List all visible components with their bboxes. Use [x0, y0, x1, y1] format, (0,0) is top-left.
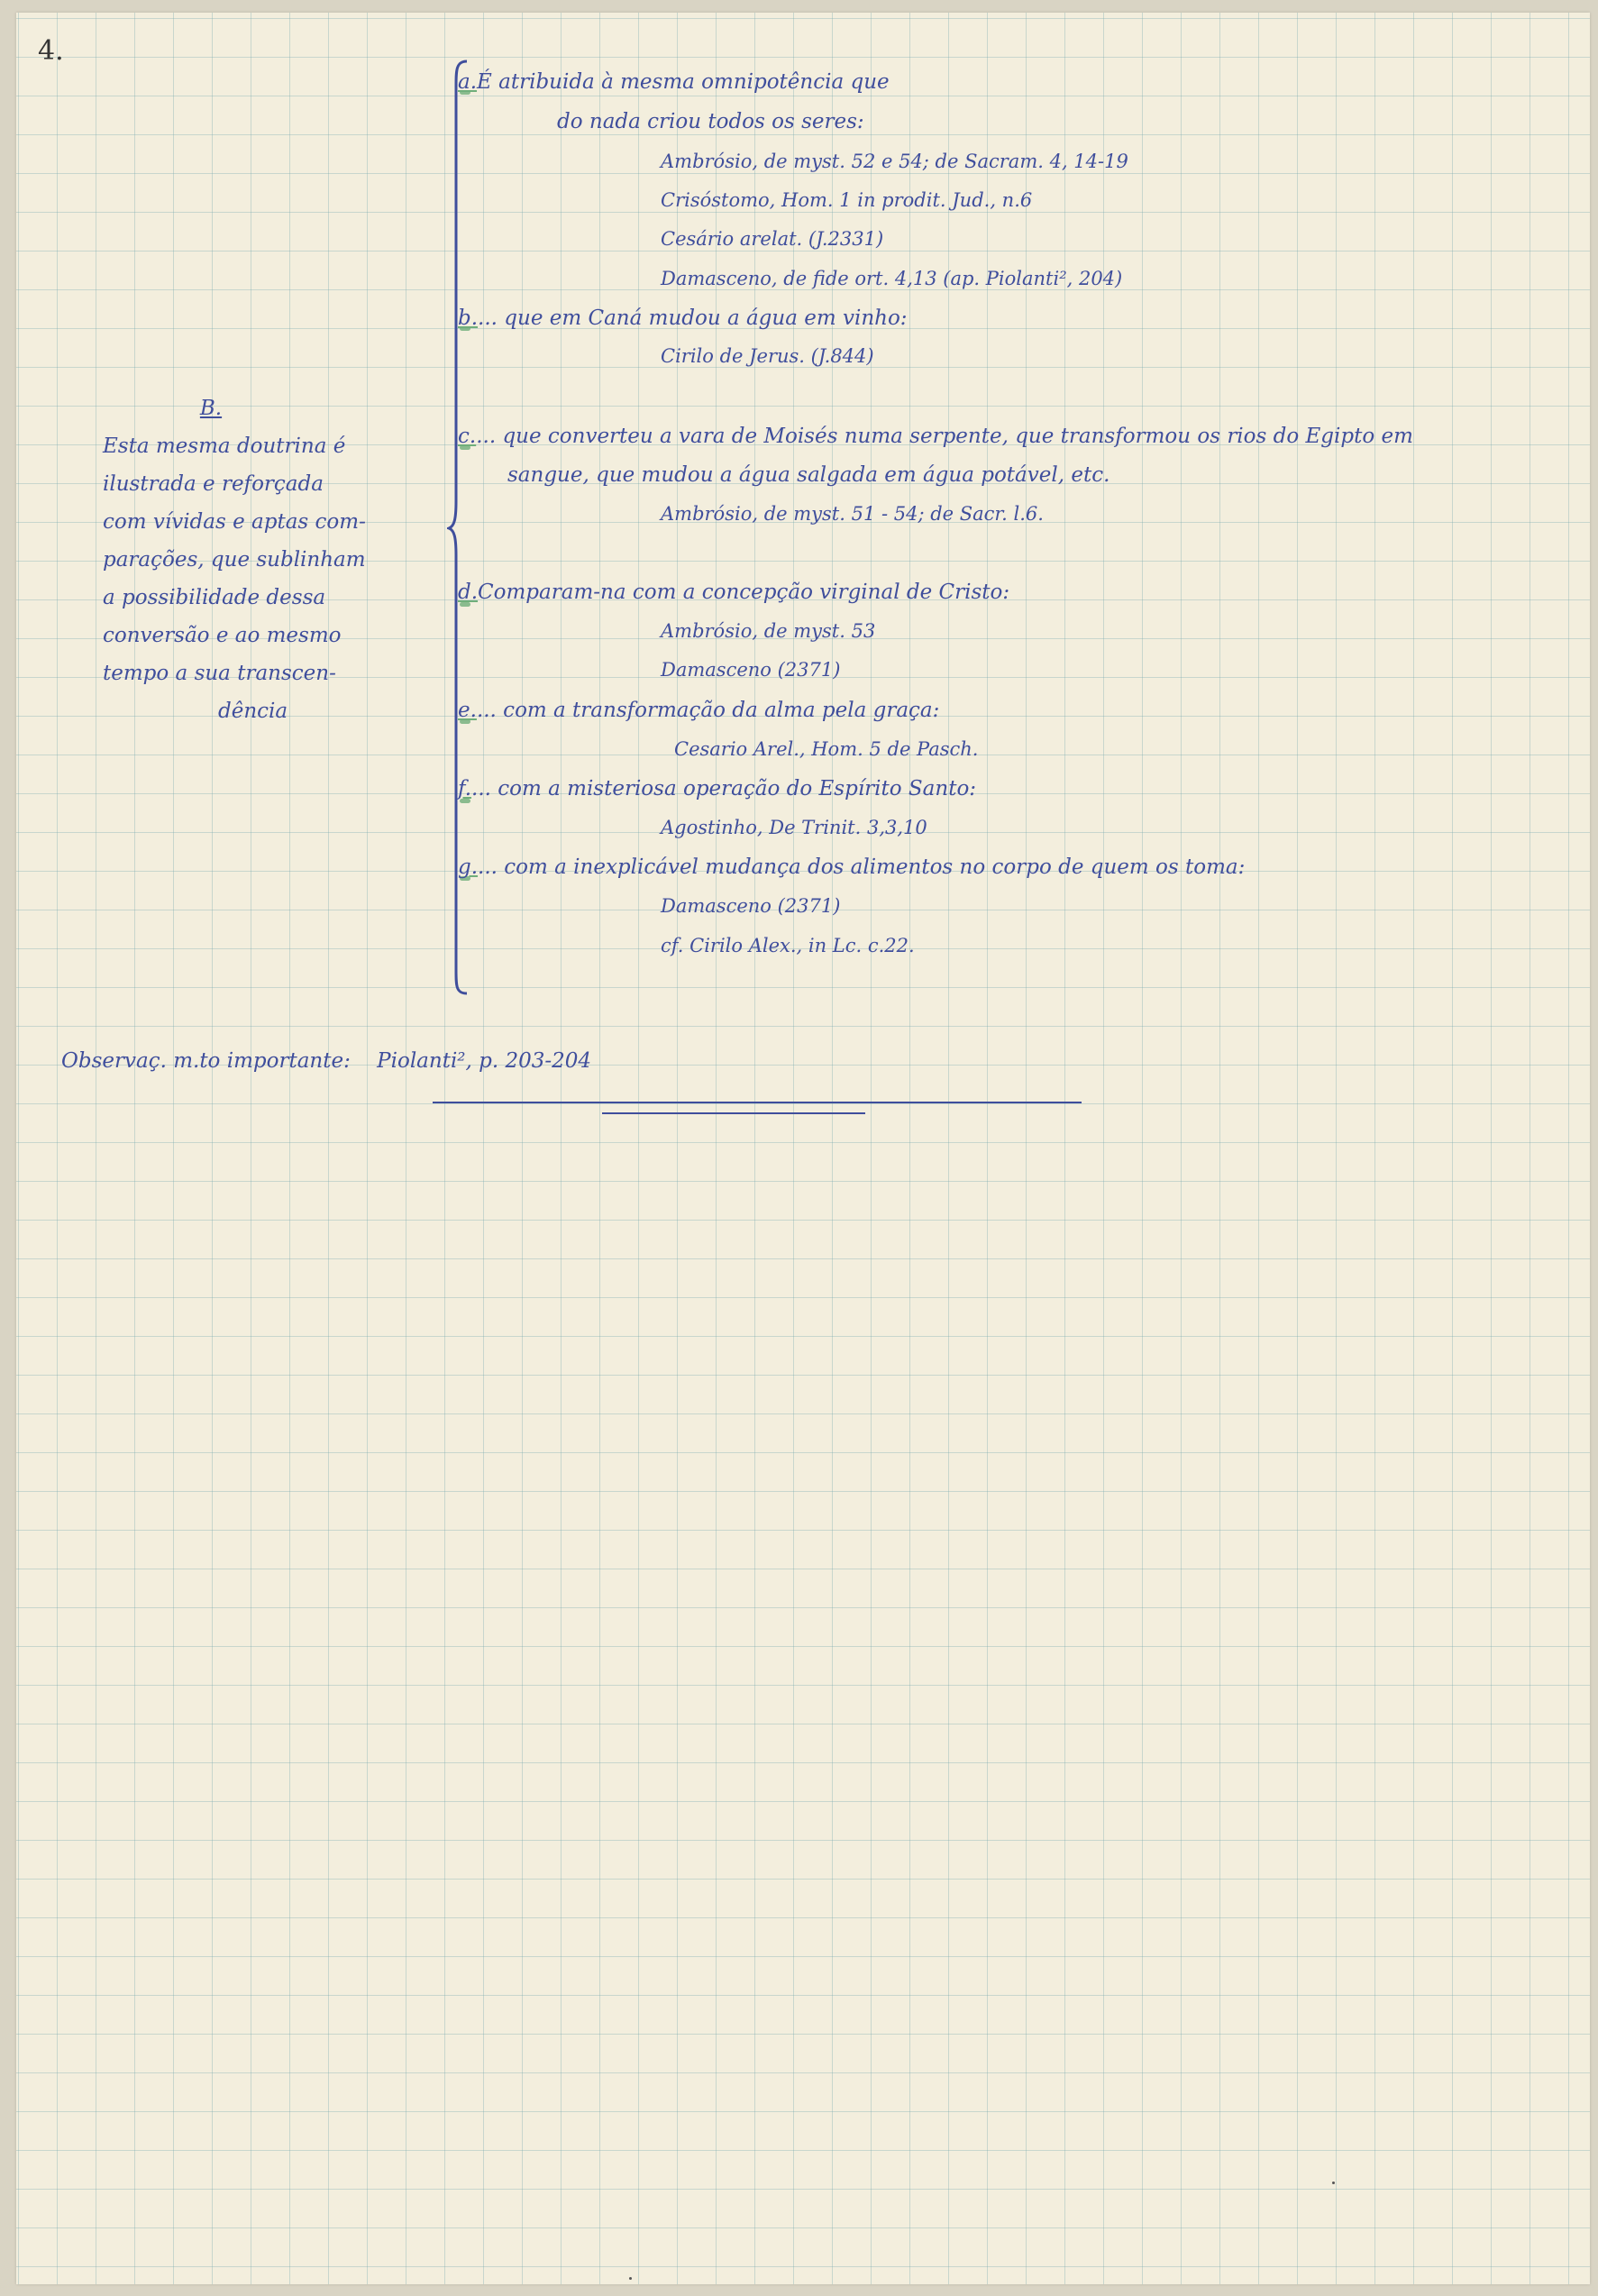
item-b-label: b.: [458, 306, 479, 330]
item-a: [458, 69, 890, 96]
item-a-text2: do nada criou todos os seres:: [557, 110, 864, 133]
left-note-line: conversão e ao mesmo: [103, 624, 342, 647]
left-note-line: Esta mesma doutrina é: [103, 435, 346, 458]
reference-line: Damasceno (2371): [661, 659, 841, 681]
reference-line: Cesário arelat. (J.2331): [661, 228, 884, 250]
item-b-text: ... que em Caná mudou a água em vinho:: [478, 306, 908, 330]
item-g-text: ... com a inexplicável mudança dos alimentos no corpo de quem os toma:: [478, 855, 1246, 879]
left-note-line: tempo a sua transcen-: [103, 662, 336, 685]
item-e: [458, 697, 939, 724]
item-c: [458, 423, 1413, 450]
item-e-text: ... com a transformação da alma pela graça:: [476, 699, 940, 722]
item-a-text: É atribuida à mesma omnipotência que: [477, 70, 890, 94]
item-c-text2: sangue, que mudou a água salgada em água potável, etc.: [507, 463, 1110, 487]
item-c-label: c.: [458, 425, 477, 448]
item-f-text: ... com a misteriosa operação do Espírito Santo:: [471, 777, 977, 800]
left-note-line: com vívidas e aptas com-: [103, 510, 366, 534]
item-g-label: g.: [458, 855, 479, 879]
item-d: [458, 579, 1009, 606]
observation: [61, 1047, 591, 1075]
item-d-label: d.: [458, 581, 479, 604]
reference-line: Agostinho, De Trinit. 3,3,10: [661, 817, 927, 838]
item-f: [458, 775, 976, 802]
reference-line: Cirilo de Jerus. (J.844): [661, 345, 874, 367]
paper-speck: [1332, 2182, 1335, 2184]
item-g: [458, 854, 1245, 881]
reference-line: cf. Cirilo Alex., in Lc. c.22.: [661, 935, 915, 956]
reference-line: Crisóstomo, Hom. 1 in prodit. Jud., n.6: [661, 189, 1033, 211]
left-note-line: a possibilidade dessa: [103, 586, 326, 609]
item-c-text: ... que converteu a vara de Moisés numa serpente, que transformou os rios do Egipto em: [476, 425, 1413, 448]
reference-line: Cesario Arel., Hom. 5 de Pasch.: [674, 738, 979, 760]
reference-line: Ambrósio, de myst. 51 - 54; de Sacr. l.6.: [661, 503, 1044, 525]
reference-line: Ambrósio, de myst. 53: [661, 620, 876, 642]
reference-line: Damasceno, de fide ort. 4,13 (ap. Piolanti², 204): [661, 268, 1123, 289]
observation-reference: Piolanti², p. 203-204: [377, 1049, 592, 1073]
reference-line: Ambrósio, de myst. 52 e 54; de Sacram. 4, 14-19: [661, 151, 1128, 172]
observation-label: Observaç. m.to importante:: [61, 1049, 351, 1073]
left-note-line: parações, que sublinham: [103, 548, 366, 572]
left-note-line: dência: [218, 700, 288, 723]
item-d-text: Comparam-na com a concepção virginal de Cristo:: [478, 581, 1010, 604]
left-note-line: ilustrada e reforçada: [103, 472, 324, 496]
paper-speck: [629, 2277, 632, 2280]
reference-line: Damasceno (2371): [661, 895, 841, 917]
left-note-heading: B.: [199, 397, 223, 420]
grid-paper-sheet: [16, 13, 1590, 2284]
item-a-label: a.: [458, 70, 478, 94]
item-e-label: e.: [458, 699, 477, 722]
item-f-label: f.: [458, 777, 472, 800]
closing-rule-long: [433, 1102, 1082, 1103]
item-b: [458, 305, 908, 332]
closing-rule-short: [602, 1112, 865, 1114]
page-number: 4.: [38, 35, 64, 67]
left-note-b: [103, 389, 366, 730]
